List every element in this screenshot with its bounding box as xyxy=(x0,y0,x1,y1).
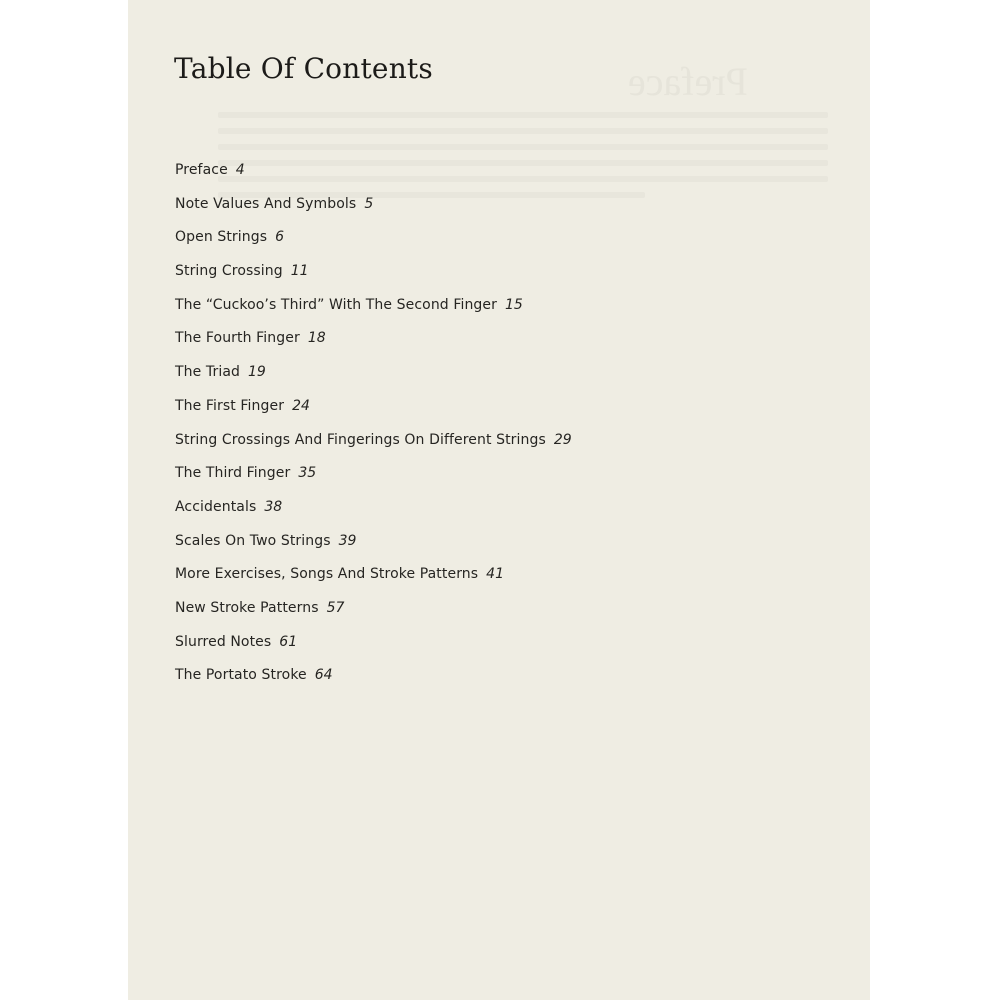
page-title: Table Of Contents xyxy=(174,52,433,85)
toc-entry-label: More Exercises, Songs And Stroke Patterns xyxy=(175,566,479,583)
ghost-line xyxy=(218,112,828,118)
toc-entry-label: New Stroke Patterns xyxy=(175,599,319,616)
toc-entry-label: The Fourth Finger xyxy=(175,330,300,347)
toc-entry-page: 64 xyxy=(314,667,333,684)
toc-entry xyxy=(175,261,572,295)
toc-entry-label: Slurred Notes xyxy=(175,633,272,650)
toc-entry xyxy=(175,497,572,531)
toc-entry-label: Accidentals xyxy=(175,498,257,515)
toc-entry xyxy=(175,362,572,396)
toc-entry-page: 38 xyxy=(264,498,283,515)
toc-entry-page: 15 xyxy=(505,296,523,313)
toc-entry xyxy=(175,194,572,228)
toc-entry-label: The Third Finger xyxy=(175,465,291,482)
toc-entry-label: String Crossings And Fingerings On Different Strings xyxy=(175,431,546,448)
toc-entry xyxy=(175,227,572,261)
toc-entry xyxy=(175,598,572,632)
toc-entry-page: 18 xyxy=(307,330,326,347)
toc-entry-page: 61 xyxy=(279,633,298,650)
toc-entry xyxy=(175,564,572,598)
toc-entry xyxy=(175,531,572,565)
toc-entry-label: The “Cuckoo’s Third” With The Second Finger xyxy=(175,296,497,313)
toc-entry xyxy=(175,295,572,329)
toc-entry-page: 24 xyxy=(292,397,310,414)
document-page xyxy=(128,0,870,1000)
table-of-contents xyxy=(175,160,572,699)
toc-entry xyxy=(175,463,572,497)
toc-entry-page: 19 xyxy=(248,364,266,381)
toc-entry-page: 41 xyxy=(486,566,504,583)
toc-entry-label: The First Finger xyxy=(175,397,285,414)
ghost-line xyxy=(218,128,828,134)
toc-entry-page: 6 xyxy=(275,229,285,246)
toc-entry-label: Preface xyxy=(175,162,228,178)
toc-entry xyxy=(175,430,572,464)
toc-entry-label: The Triad xyxy=(175,364,240,381)
toc-entry-page: 4 xyxy=(235,162,245,178)
toc-entry-label: Open Strings xyxy=(175,229,268,246)
toc-entry xyxy=(175,665,572,699)
toc-entry-page: 35 xyxy=(298,465,317,482)
toc-entry-label: String Crossing xyxy=(175,263,283,280)
toc-entry-page: 5 xyxy=(364,195,374,212)
toc-entry-page: 11 xyxy=(290,263,309,280)
toc-entry-label: Scales On Two Strings xyxy=(175,532,331,549)
toc-entry-label: The Portato Stroke xyxy=(175,667,307,684)
toc-entry xyxy=(175,160,572,194)
bleed-through-heading: Preface xyxy=(628,59,748,104)
toc-entry-page: 29 xyxy=(553,431,572,448)
toc-entry xyxy=(175,632,572,666)
toc-entry-label: Note Values And Symbols xyxy=(175,195,357,212)
toc-entry xyxy=(175,328,572,362)
ghost-line xyxy=(218,144,828,150)
toc-entry-page: 57 xyxy=(326,599,345,616)
toc-entry-page: 39 xyxy=(338,532,357,549)
toc-entry xyxy=(175,396,572,430)
